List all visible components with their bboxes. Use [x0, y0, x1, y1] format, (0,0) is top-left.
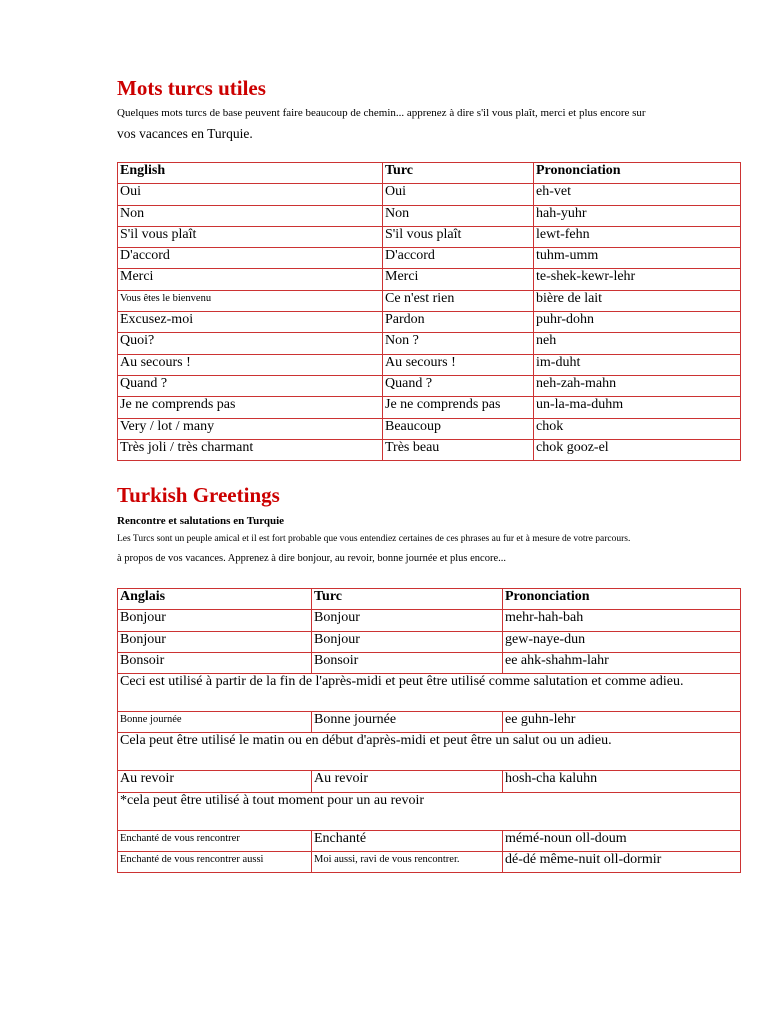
- table-row: [118, 205, 741, 226]
- section2-intro-line1: Les Turcs sont un peuple amical et il est fort probable que vous entendiez certaines de ces phrases au fur et à mesure de votre parcours.: [117, 534, 631, 544]
- cell: Bonjour: [118, 610, 312, 631]
- table-row: [118, 248, 741, 269]
- cell: Quand ?: [383, 375, 534, 396]
- cell: D'accord: [118, 248, 383, 269]
- cell: chok gooz-el: [534, 439, 741, 460]
- cell: Excusez-moi: [118, 312, 383, 333]
- cell: Au revoir: [312, 771, 503, 792]
- cell: puhr-dohn: [534, 312, 741, 333]
- cell: Bonne journée: [312, 712, 503, 733]
- cell: Non: [383, 205, 534, 226]
- table-row: [118, 269, 741, 290]
- cell: Au revoir: [118, 771, 312, 792]
- cell: hah-yuhr: [534, 205, 741, 226]
- cell: Au secours !: [118, 354, 383, 375]
- cell: Bonjour: [312, 631, 503, 652]
- cell: Non ?: [383, 333, 534, 354]
- note-row: [118, 674, 741, 712]
- useful-words-table: [117, 162, 741, 461]
- cell: Enchanté de vous rencontrer: [118, 830, 312, 851]
- table-row: [118, 290, 741, 311]
- cell: S'il vous plaît: [118, 226, 383, 247]
- table-row: [118, 418, 741, 439]
- cell: Bonjour: [312, 610, 503, 631]
- header-cell: Prononciation: [534, 163, 741, 184]
- table-row: [118, 354, 741, 375]
- cell: tuhm-umm: [534, 248, 741, 269]
- cell: Bonsoir: [312, 652, 503, 673]
- table-row: [118, 312, 741, 333]
- cell: Non: [118, 205, 383, 226]
- cell: Quand ?: [118, 375, 383, 396]
- cell: Enchanté de vous rencontrer aussi: [118, 852, 312, 873]
- section1-title: Mots turcs utiles: [117, 76, 266, 100]
- cell: te-shek-kewr-lehr: [534, 269, 741, 290]
- cell: Je ne comprends pas: [383, 397, 534, 418]
- header-cell: Turc: [312, 589, 503, 610]
- cell: Oui: [383, 184, 534, 205]
- cell: bière de lait: [534, 290, 741, 311]
- cell: Pardon: [383, 312, 534, 333]
- cell: Bonsoir: [118, 652, 312, 673]
- cell: Oui: [118, 184, 383, 205]
- table-row: [118, 226, 741, 247]
- cell: hosh-cha kaluhn: [503, 771, 741, 792]
- table-row: [118, 712, 741, 733]
- header-cell: English: [118, 163, 383, 184]
- note-row: [118, 792, 741, 830]
- header-cell: Prononciation: [503, 589, 741, 610]
- cell: D'accord: [383, 248, 534, 269]
- cell: neh: [534, 333, 741, 354]
- cell: im-duht: [534, 354, 741, 375]
- table-row: [118, 610, 741, 631]
- table-header-row: [118, 589, 741, 610]
- cell: eh-vet: [534, 184, 741, 205]
- table-header-row: [118, 163, 741, 184]
- cell: Enchanté: [312, 830, 503, 851]
- cell: un-la-ma-duhm: [534, 397, 741, 418]
- section2-title: Turkish Greetings: [117, 483, 280, 507]
- table-row: [118, 397, 741, 418]
- header-cell: Turc: [383, 163, 534, 184]
- note-cell: *cela peut être utilisé à tout moment pour un au revoir: [118, 792, 741, 830]
- table-row: [118, 830, 741, 851]
- cell: Ce n'est rien: [383, 290, 534, 311]
- section1-intro-line2: vos vacances en Turquie.: [117, 126, 253, 141]
- cell: Quoi?: [118, 333, 383, 354]
- cell: gew-naye-dun: [503, 631, 741, 652]
- cell: Très joli / très charmant: [118, 439, 383, 460]
- section2-intro-line2: à propos de vos vacances. Apprenez à dire bonjour, au revoir, bonne journée et plus encore...: [117, 553, 506, 564]
- cell: Moi aussi, ravi de vous rencontrer.: [312, 852, 503, 873]
- table-row: [118, 652, 741, 673]
- cell: Je ne comprends pas: [118, 397, 383, 418]
- cell: ee ahk-shahm-lahr: [503, 652, 741, 673]
- cell: lewt-fehn: [534, 226, 741, 247]
- note-cell: Cela peut être utilisé le matin ou en début d'après-midi et peut être un salut ou un adieu.: [118, 733, 741, 771]
- cell: Au secours !: [383, 354, 534, 375]
- table-row: [118, 333, 741, 354]
- table-row: [118, 184, 741, 205]
- table-row: [118, 631, 741, 652]
- cell: Bonjour: [118, 631, 312, 652]
- cell: mémé-noun oll-doum: [503, 830, 741, 851]
- section2-subtitle: Rencontre et salutations en Turquie: [117, 515, 285, 527]
- cell: Vous êtes le bienvenu: [118, 290, 383, 311]
- cell: Très beau: [383, 439, 534, 460]
- cell: Bonne journée: [118, 712, 312, 733]
- table-row: [118, 375, 741, 396]
- cell: Merci: [118, 269, 383, 290]
- cell: Very / lot / many: [118, 418, 383, 439]
- cell: chok: [534, 418, 741, 439]
- cell: ee guhn-lehr: [503, 712, 741, 733]
- table-row: [118, 771, 741, 792]
- table-row: [118, 439, 741, 460]
- table-row: [118, 852, 741, 873]
- cell: S'il vous plaît: [383, 226, 534, 247]
- greetings-table: [117, 588, 741, 873]
- cell: mehr-hah-bah: [503, 610, 741, 631]
- section1-intro-line1: Quelques mots turcs de base peuvent faire beaucoup de chemin... apprenez à dire s'il vous plaît, merci et plus encore sur: [117, 107, 646, 119]
- cell: Beaucoup: [383, 418, 534, 439]
- header-cell: Anglais: [118, 589, 312, 610]
- cell: dé-dé même-nuit oll-dormir: [503, 852, 741, 873]
- note-row: [118, 733, 741, 771]
- cell: Merci: [383, 269, 534, 290]
- note-cell: Ceci est utilisé à partir de la fin de l'après-midi et peut être utilisé comme salutation et comme adieu.: [118, 674, 741, 712]
- cell: neh-zah-mahn: [534, 375, 741, 396]
